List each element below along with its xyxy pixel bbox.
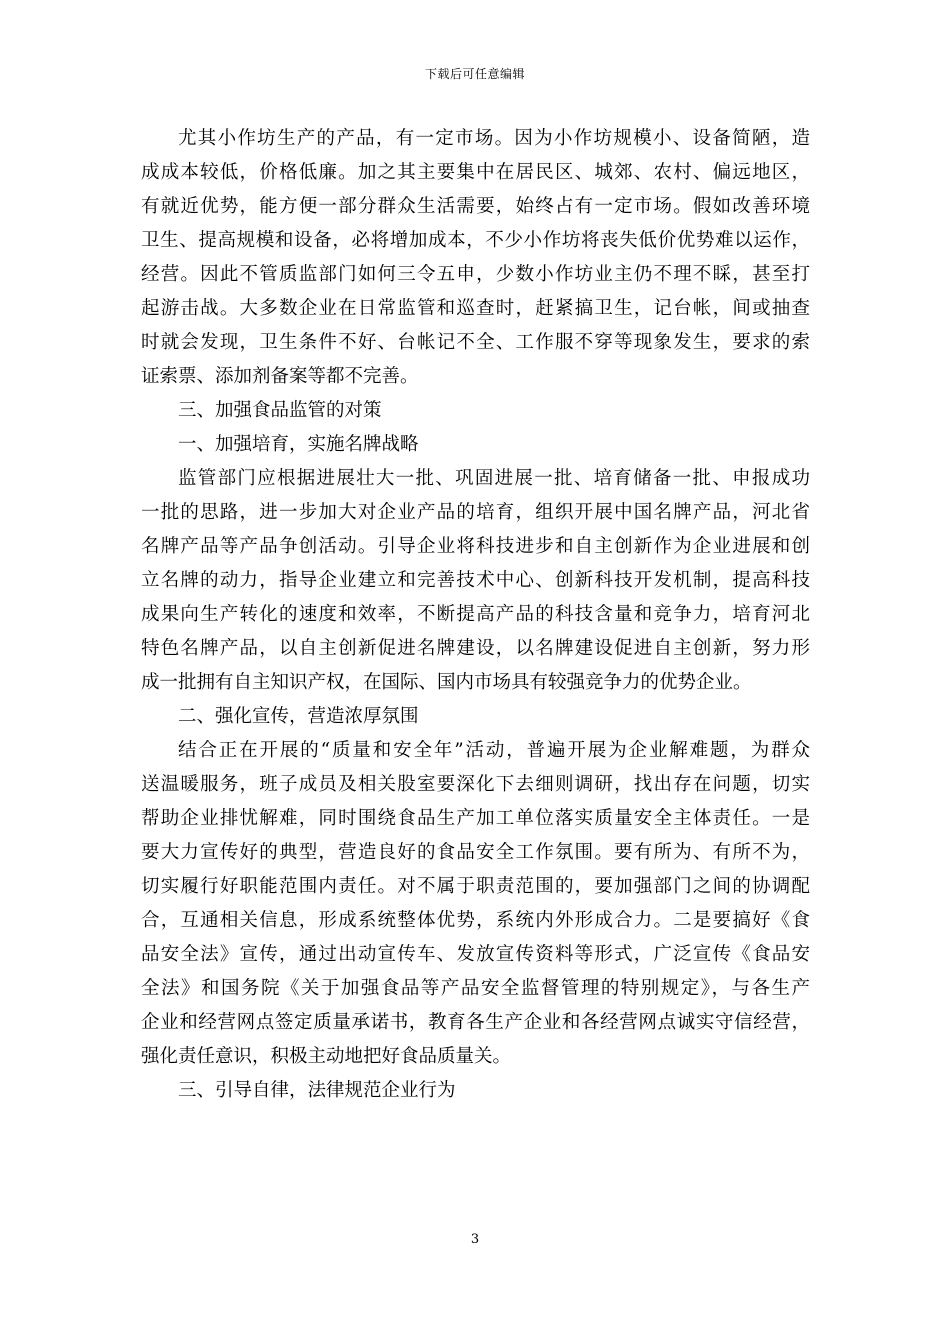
body-paragraph [141,122,810,394]
paragraph-line: 要大力宣传好的典型，营造良好的食品安全工作氛围。要有所为、有所不为， [141,842,810,863]
heading-text: 一、加强培育，实施名牌战略 [178,434,419,455]
paragraph-line: 名牌产品等产品争创活动。引导企业将科技进步和自主创新作为企业进展和创 [141,536,810,557]
paragraph-line: 一批的思路，进一步加大对企业产品的培育，组织开展中国名牌产品，河北省 [141,502,810,523]
body-paragraph [141,734,810,1074]
paragraph-line: 帮助企业排忧解难，同时围绕食品生产加工单位落实质量安全主体责任。一是 [141,808,810,829]
section-heading [141,394,810,428]
document-body [141,122,810,1108]
paragraph-line: 立名牌的动力，指导企业建立和完善技术中心、创新科技开发机制，提高科技 [141,570,810,591]
paragraph-line: 结合正在开展的“质量和安全年”活动，普遍开展为企业解难题，为群众 [178,740,810,761]
paragraph-line: 品安全法》宣传，通过出动宣传车、发放宣传资料等形式，广泛宣传《食品安 [141,944,810,965]
paragraph-line: 成成本较低，价格低廉。加之其主要集中在居民区、城郊、农村、偏远地区， [141,162,810,183]
paragraph-line: 经营。因此不管质监部门如何三令五申，少数小作坊业主仍不理不睬，甚至打 [141,264,810,285]
paragraph-line: 监管部门应根据进展壮大一批、巩固进展一批、培育储备一批、申报成功 [178,468,810,489]
paragraph-line: 有就近优势，能方便一部分群众生活需要，始终占有一定市场。假如改善环境 [141,196,810,217]
paragraph-line: 起游击战。大多数企业在日常监管和巡查时，赶紧搞卫生，记台帐，间或抽查 [141,298,810,319]
paragraph-line: 成果向生产转化的速度和效率，不断提高产品的科技含量和竞争力，培育河北 [141,604,810,625]
paragraph-line: 送温暖服务，班子成员及相关股室要深化下去细则调研，找出存在问题，切实 [141,774,810,795]
heading-text: 二、强化宣传，营造浓厚氛围 [178,706,419,727]
section-heading [141,428,810,462]
paragraph-line: 合，互通相关信息，形成系统整体优势，系统内外形成合力。二是要搞好《食 [141,910,810,931]
paragraph-line: 强化责任意识，积极主动地把好食品质量关。 [141,1046,512,1067]
heading-text: 三、引导自律，法律规范企业行为 [178,1080,456,1101]
heading-text: 三、加强食品监管的对策 [178,400,382,421]
paragraph-line: 卫生、提高规模和设备，必将增加成本，不少小作坊将丧失低价优势难以运作， [141,230,810,251]
paragraph-line: 切实履行好职能范围内责任。对不属于职责范围的，要加强部门之间的协调配 [141,876,810,897]
body-paragraph [141,462,810,700]
paragraph-line: 特色名牌产品，以自主创新促进名牌建设，以名牌建设促进自主创新，努力形 [141,638,810,659]
section-heading [141,1074,810,1108]
paragraph-line: 证索票、添加剂备案等都不完善。 [141,366,419,387]
section-heading [141,700,810,734]
paragraph-line: 成一批拥有自主知识产权，在国际、国内市场具有较强竞争力的优势企业。 [141,672,752,693]
paragraph-line: 尤其小作坊生产的产品，有一定市场。因为小作坊规模小、设备简陋，造 [178,128,810,149]
paragraph-line: 企业和经营网点签定质量承诺书，教育各生产企业和各经营网点诚实守信经营， [141,1012,810,1033]
paragraph-line: 全法》和国务院《关于加强食品等产品安全监督管理的特别规定》，与各生产 [141,978,810,999]
paragraph-line: 时就会发现，卫生条件不好、台帐记不全、工作服不穿等现象发生，要求的索 [141,332,810,353]
page-number: 3 [470,1232,480,1247]
page-header: 下载后可任意编辑 [424,67,525,81]
